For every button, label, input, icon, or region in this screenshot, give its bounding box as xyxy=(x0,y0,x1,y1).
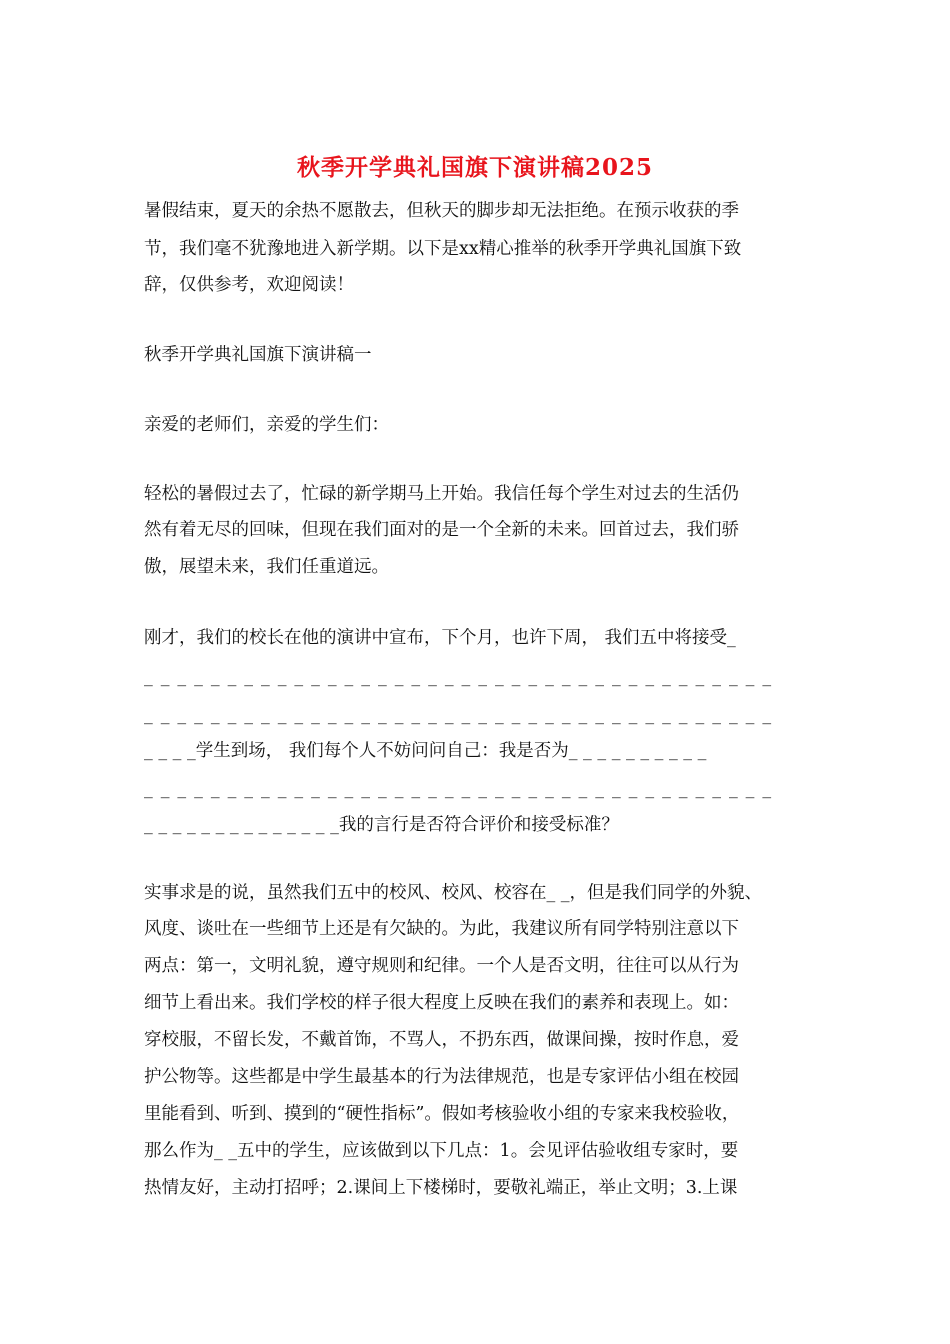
para1-line-3: 傲，展望未来，我们任重道远。 xyxy=(144,557,389,577)
intro-line-1: 暑假结束，夏天的余热不愿散去，但秋天的脚步却无法拒绝。在预示收获的季 xyxy=(144,201,739,221)
para1-line-2: 然有着无尽的回味，但现在我们面对的是一个全新的未来。回首过去，我们骄 xyxy=(144,520,739,540)
para2-line-5: _ _ _ _ _ _ _ _ _ _ _ _ _ _ _ _ _ _ _ _ _ _ _ _ _ _ _ _ _ _ _ _ _ _ _ _ _ _ xyxy=(144,779,773,799)
intro-line-2: 节，我们毫不犹豫地进入新学期。以下是xx精心推举的秋季开学典礼国旗下致 xyxy=(144,239,742,259)
para3-line-9: 热情友好，主动打招呼；2.课间上下楼梯时，要敬礼端正，举止文明；3.上课 xyxy=(144,1178,738,1198)
greeting: 亲爱的老师们，亲爱的学生们： xyxy=(144,415,389,435)
para3-line-2: 风度、谈吐在一些细节上还是有欠缺的。为此，我建议所有同学特别注意以下 xyxy=(144,919,739,939)
para2-line-4: _ _ _ _学生到场， 我们每个人不妨问问自己：我是否为_ _ _ _ _ _ _ _ _ _ xyxy=(144,741,707,761)
para3-line-8: 那么作为_ _五中的学生，应该做到以下几点：1。会见评估验收组专家时，要 xyxy=(144,1141,739,1161)
para2-line-1: 刚才，我们的校长在他的演讲中宣布，下个月，也许下周， 我们五中将接受_ xyxy=(144,628,736,648)
para3-line-1: 实事求是的说，虽然我们五中的校风、校风、校容在_ _，但是我们同学的外貌、 xyxy=(144,883,763,903)
section-heading: 秋季开学典礼国旗下演讲稿一 xyxy=(144,345,372,365)
para3-line-5: 穿校服，不留长发，不戴首饰，不骂人，不扔东西，做课间操，按时作息，爱 xyxy=(144,1030,739,1050)
para3-line-6: 护公物等。这些都是中学生最基本的行为法律规范，也是专家评估小组在校园 xyxy=(144,1067,739,1087)
para2-line-2: _ _ _ _ _ _ _ _ _ _ _ _ _ _ _ _ _ _ _ _ _ _ _ _ _ _ _ _ _ _ _ _ _ _ _ _ _ _ xyxy=(144,667,773,687)
intro-line-3: 辞，仅供参考，欢迎阅读！ xyxy=(144,275,354,295)
para3-line-7: 里能看到、听到、摸到的“硬性指标”。假如考核验收小组的专家来我校验收， xyxy=(144,1104,740,1124)
para3-line-4: 细节上看出来。我们学校的样子很大程度上反映在我们的素养和表现上。如： xyxy=(144,993,739,1013)
para2-line-6: _ _ _ _ _ _ _ _ _ _ _ _ _ _我的言行是否符合评价和接受标准？ xyxy=(144,815,619,835)
para2-line-3: _ _ _ _ _ _ _ _ _ _ _ _ _ _ _ _ _ _ _ _ _ _ _ _ _ _ _ _ _ _ _ _ _ _ _ _ _ _ xyxy=(144,705,773,725)
document-title: 秋季开学典礼国旗下演讲稿2025 xyxy=(296,154,653,181)
para1-line-1: 轻松的暑假过去了，忙碌的新学期马上开始。我信任每个学生对过去的生活仍 xyxy=(144,484,739,504)
para3-line-3: 两点：第一，文明礼貌，遵守规则和纪律。一个人是否文明，往往可以从行为 xyxy=(144,956,739,976)
